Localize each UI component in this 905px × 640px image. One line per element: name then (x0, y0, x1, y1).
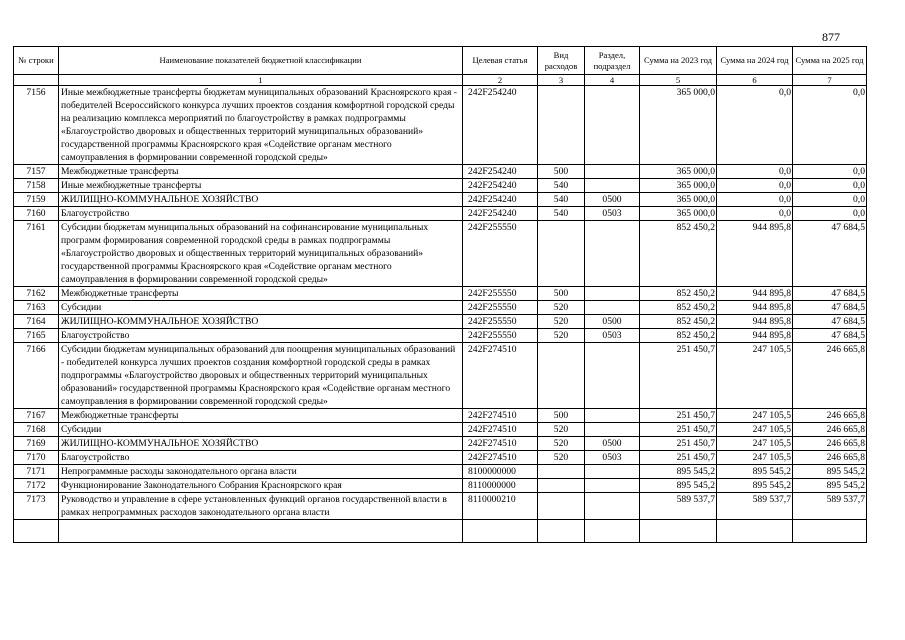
table-row (14, 86, 867, 165)
row-target: 242F274510 (463, 451, 538, 465)
row-sum-2025: 47 684,5 (793, 287, 867, 301)
row-sum-2025: 246 665,8 (793, 409, 867, 423)
column-number: 3 (538, 75, 585, 86)
page-number: 877 (822, 30, 840, 44)
row-target: 8100000000 (463, 465, 538, 479)
row-name: Субсидии (59, 423, 463, 437)
row-sum-2025: 0,0 (793, 179, 867, 193)
row-target: 242F255550 (463, 301, 538, 315)
row-sum-2024: 944 895,8 (717, 315, 793, 329)
row-sum-2025: 0,0 (793, 86, 867, 165)
column-number: 2 (463, 75, 538, 86)
row-expense-type: 520 (538, 329, 585, 343)
row-expense-type: 520 (538, 315, 585, 329)
header-row (14, 47, 867, 75)
row-name: ЖИЛИЩНО-КОММУНАЛЬНОЕ ХОЗЯЙСТВО (59, 193, 463, 207)
table-body (14, 86, 867, 543)
row-sum-2025: 47 684,5 (793, 315, 867, 329)
row-target: 8110000210 (463, 493, 538, 520)
row-sum-2025: 589 537,7 (793, 493, 867, 520)
row-section: 0503 (585, 451, 640, 465)
row-number: 7171 (14, 465, 59, 479)
row-expense-type (538, 493, 585, 520)
row-section: 0500 (585, 315, 640, 329)
row-sum-2023: 852 450,2 (640, 301, 717, 315)
row-sum-2023: 852 450,2 (640, 221, 717, 287)
header-expense-type: Вид расходов (538, 47, 585, 75)
row-sum-2024: 944 895,8 (717, 287, 793, 301)
row-expense-type: 520 (538, 451, 585, 465)
row-expense-type: 500 (538, 287, 585, 301)
header-section: Раздел, подраздел (585, 47, 640, 75)
row-sum-2024: 944 895,8 (717, 301, 793, 315)
table-row (14, 409, 867, 423)
row-sum-2024: 0,0 (717, 193, 793, 207)
row-section (585, 86, 640, 165)
row-expense-type (538, 221, 585, 287)
row-sum-2025: 246 665,8 (793, 451, 867, 465)
row-number: 7161 (14, 221, 59, 287)
column-number: 4 (585, 75, 640, 86)
row-target: 242F254240 (463, 207, 538, 221)
table-row (14, 165, 867, 179)
empty-cell (14, 520, 59, 543)
row-expense-type: 520 (538, 301, 585, 315)
row-section (585, 221, 640, 287)
header-sum-2024: Сумма на 2024 год (717, 47, 793, 75)
header-sum-2025: Сумма на 2025 год (793, 47, 867, 75)
row-sum-2023: 251 450,7 (640, 409, 717, 423)
column-number: 5 (640, 75, 717, 86)
row-sum-2024: 247 105,5 (717, 451, 793, 465)
row-section (585, 343, 640, 409)
column-number (14, 75, 59, 86)
row-expense-type: 500 (538, 165, 585, 179)
table-row (14, 423, 867, 437)
row-sum-2025: 47 684,5 (793, 329, 867, 343)
row-target: 242F274510 (463, 437, 538, 451)
table-row (14, 479, 867, 493)
row-section: 0503 (585, 329, 640, 343)
row-expense-type (538, 86, 585, 165)
row-expense-type: 500 (538, 409, 585, 423)
row-number: 7158 (14, 179, 59, 193)
row-sum-2025: 246 665,8 (793, 343, 867, 409)
row-sum-2023: 589 537,7 (640, 493, 717, 520)
column-number-row (14, 75, 867, 86)
row-section: 0500 (585, 437, 640, 451)
row-sum-2024: 944 895,8 (717, 329, 793, 343)
empty-cell (59, 520, 463, 543)
row-expense-type: 540 (538, 179, 585, 193)
table-row (14, 179, 867, 193)
row-name: Межбюджетные трансферты (59, 165, 463, 179)
empty-cell (640, 520, 717, 543)
row-target: 242F255550 (463, 329, 538, 343)
table-row (14, 221, 867, 287)
row-name: Благоустройство (59, 451, 463, 465)
row-sum-2023: 895 545,2 (640, 465, 717, 479)
row-sum-2023: 251 450,7 (640, 423, 717, 437)
header-row-no: № строки (14, 47, 59, 75)
row-number: 7159 (14, 193, 59, 207)
row-sum-2024: 589 537,7 (717, 493, 793, 520)
table-row (14, 343, 867, 409)
row-sum-2023: 365 000,0 (640, 179, 717, 193)
row-sum-2025: 246 665,8 (793, 437, 867, 451)
row-sum-2023: 895 545,2 (640, 479, 717, 493)
row-sum-2025: 0,0 (793, 193, 867, 207)
row-number: 7169 (14, 437, 59, 451)
row-number: 7162 (14, 287, 59, 301)
empty-cell (717, 520, 793, 543)
row-sum-2023: 251 450,7 (640, 437, 717, 451)
row-target: 8110000000 (463, 479, 538, 493)
table-row (14, 493, 867, 520)
column-number: 6 (717, 75, 793, 86)
row-name: Руководство и управление в сфере установленных функций органов государственной власти в рамках непрограммных расходов законодательного органа власти (59, 493, 463, 520)
row-sum-2023: 852 450,2 (640, 329, 717, 343)
budget-table (13, 46, 867, 543)
row-name: Непрограммные расходы законодательного органа власти (59, 465, 463, 479)
row-section (585, 423, 640, 437)
row-sum-2025: 47 684,5 (793, 301, 867, 315)
row-number: 7157 (14, 165, 59, 179)
row-section: 0503 (585, 207, 640, 221)
row-sum-2024: 944 895,8 (717, 221, 793, 287)
header-name: Наименование показателей бюджетной классификации (59, 47, 463, 75)
table-row (14, 329, 867, 343)
row-sum-2023: 852 450,2 (640, 315, 717, 329)
row-sum-2024: 895 545,2 (717, 479, 793, 493)
table-row (14, 207, 867, 221)
row-number: 7172 (14, 479, 59, 493)
row-sum-2024: 0,0 (717, 179, 793, 193)
row-sum-2025: 47 684,5 (793, 221, 867, 287)
header-sum-2023: Сумма на 2023 год (640, 47, 717, 75)
empty-cell (793, 520, 867, 543)
row-sum-2024: 247 105,5 (717, 409, 793, 423)
row-number: 7165 (14, 329, 59, 343)
row-sum-2025: 0,0 (793, 165, 867, 179)
row-sum-2024: 0,0 (717, 165, 793, 179)
row-expense-type: 520 (538, 437, 585, 451)
row-sum-2023: 852 450,2 (640, 287, 717, 301)
row-expense-type (538, 479, 585, 493)
row-target: 242F274510 (463, 423, 538, 437)
column-number: 7 (793, 75, 867, 86)
row-expense-type (538, 343, 585, 409)
row-target: 242F255550 (463, 221, 538, 287)
column-number: 1 (59, 75, 463, 86)
row-name: ЖИЛИЩНО-КОММУНАЛЬНОЕ ХОЗЯЙСТВО (59, 315, 463, 329)
row-name: Иные межбюджетные трансферты (59, 179, 463, 193)
table-row (14, 287, 867, 301)
row-number: 7168 (14, 423, 59, 437)
row-number: 7170 (14, 451, 59, 465)
row-sum-2023: 365 000,0 (640, 193, 717, 207)
row-number: 7163 (14, 301, 59, 315)
row-name: Субсидии бюджетам муниципальных образований для поощрения муниципальных образований - победителей конкурса лучших проектов создания комфортной городской среды в рамках подпрограммы «Благоустройство дворовых и общественных территорий муниципальных образований» государственной программы Красноярского края «Содействие органам местного самоуправления в формировании современной городской среды» (59, 343, 463, 409)
row-sum-2025: 0,0 (793, 207, 867, 221)
table-row (14, 437, 867, 451)
row-sum-2025: 895 545,2 (793, 479, 867, 493)
row-section (585, 179, 640, 193)
table-row (14, 193, 867, 207)
row-expense-type: 540 (538, 207, 585, 221)
row-number: 7167 (14, 409, 59, 423)
row-expense-type (538, 465, 585, 479)
row-target: 242F255550 (463, 315, 538, 329)
row-name: Межбюджетные трансферты (59, 409, 463, 423)
row-sum-2024: 0,0 (717, 86, 793, 165)
row-sum-2025: 246 665,8 (793, 423, 867, 437)
row-name: Иные межбюджетные трансферты бюджетам муниципальных образований Красноярского края - победителей Всероссийского конкурса лучших проектов создания комфортной городской среды на реализацию комплекса мероприятий по благоустройству в рамках подпрограммы «Благоустройство дворовых и общественных территорий муниципальных образований» государственной программы Красноярского края «Содействие органам местного самоуправления в формировании современной городской среды» (59, 86, 463, 165)
row-sum-2024: 247 105,5 (717, 423, 793, 437)
row-name: Межбюджетные трансферты (59, 287, 463, 301)
row-sum-2024: 247 105,5 (717, 343, 793, 409)
empty-cell (463, 520, 538, 543)
row-section (585, 165, 640, 179)
empty-cell (538, 520, 585, 543)
table-row (14, 451, 867, 465)
row-sum-2024: 0,0 (717, 207, 793, 221)
empty-cell (585, 520, 640, 543)
row-target: 242F274510 (463, 343, 538, 409)
row-number: 7164 (14, 315, 59, 329)
row-number: 7166 (14, 343, 59, 409)
row-section (585, 479, 640, 493)
row-sum-2025: 895 545,2 (793, 465, 867, 479)
row-name: ЖИЛИЩНО-КОММУНАЛЬНОЕ ХОЗЯЙСТВО (59, 437, 463, 451)
row-name: Субсидии (59, 301, 463, 315)
row-sum-2023: 365 000,0 (640, 86, 717, 165)
row-sum-2023: 251 450,7 (640, 343, 717, 409)
row-expense-type: 520 (538, 423, 585, 437)
row-number: 7160 (14, 207, 59, 221)
row-target: 242F254240 (463, 165, 538, 179)
row-name: Субсидии бюджетам муниципальных образований на софинансирование муниципальных программ формирования современной городской среды в рамках подпрограммы «Благоустройство дворовых и общественных территорий муниципальных образований» государственной программы Красноярского края «Содействие органам местного самоуправления в формировании современной городской среды» (59, 221, 463, 287)
row-section (585, 287, 640, 301)
header-target: Целевая статья (463, 47, 538, 75)
row-sum-2023: 365 000,0 (640, 207, 717, 221)
row-target: 242F254240 (463, 179, 538, 193)
row-target: 242F274510 (463, 409, 538, 423)
row-section (585, 301, 640, 315)
row-sum-2024: 247 105,5 (717, 437, 793, 451)
empty-row (14, 520, 867, 543)
row-section: 0500 (585, 193, 640, 207)
table-row (14, 315, 867, 329)
row-name: Благоустройство (59, 207, 463, 221)
row-target: 242F255550 (463, 287, 538, 301)
row-number: 7173 (14, 493, 59, 520)
row-expense-type: 540 (538, 193, 585, 207)
row-section (585, 409, 640, 423)
row-target: 242F254240 (463, 193, 538, 207)
row-sum-2023: 365 000,0 (640, 165, 717, 179)
row-section (585, 465, 640, 479)
row-section (585, 493, 640, 520)
row-number: 7156 (14, 86, 59, 165)
row-sum-2023: 251 450,7 (640, 451, 717, 465)
row-target: 242F254240 (463, 86, 538, 165)
row-name: Функционирование Законодательного Собрания Красноярского края (59, 479, 463, 493)
row-name: Благоустройство (59, 329, 463, 343)
table-row (14, 301, 867, 315)
table-row (14, 465, 867, 479)
row-sum-2024: 895 545,2 (717, 465, 793, 479)
